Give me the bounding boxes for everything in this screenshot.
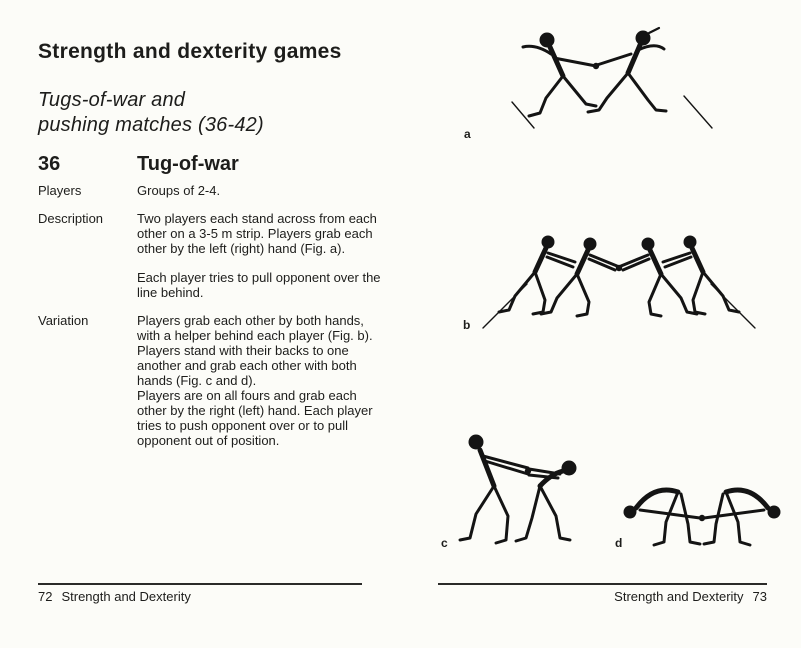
section-subtitle-line1: Tugs-of-war and xyxy=(38,89,186,111)
left-page-footer xyxy=(38,589,191,604)
right-page-number: 73 xyxy=(752,589,767,604)
description-paragraph-2: Each player tries to pull opponent over the line behind. xyxy=(137,270,381,300)
game-number: 36 xyxy=(38,153,61,175)
variation-paragraph-1: Players grab each other by both hands, with a helper behind each player (Fig. b). xyxy=(137,313,373,343)
left-footer-chapter: Strength and Dexterity xyxy=(61,589,191,604)
description-label: Description xyxy=(38,211,104,226)
bent-over-grip-drawing xyxy=(610,468,794,560)
chapter-title: Strength and dexterity games xyxy=(38,40,342,63)
description-paragraph-1: Two players each stand across from each other on a 3-5 m strip. Players grab each other by the left (right) hand (Fig. a). xyxy=(137,211,377,256)
figure-a-label: a xyxy=(464,127,471,141)
variation-label: Variation xyxy=(38,313,89,328)
figure-b-label: b xyxy=(463,318,471,332)
tug-of-war-helpers-drawing xyxy=(443,222,795,337)
game-title: Tug-of-war xyxy=(137,153,239,175)
section-subtitle-line2: pushing matches (36-42) xyxy=(38,114,264,136)
players-label: Players xyxy=(38,183,82,198)
right-page-footer xyxy=(438,589,767,604)
tug-of-war-pair-drawing xyxy=(450,16,790,141)
figure-c-label: c xyxy=(441,536,448,550)
figure-d-label: d xyxy=(615,536,623,550)
back-to-back-pull-drawing xyxy=(436,426,614,556)
right-footer-chapter: Strength and Dexterity xyxy=(614,589,744,604)
figure-c-illustration xyxy=(436,426,614,556)
figure-b-illustration xyxy=(443,222,795,337)
players-value: Groups of 2-4. xyxy=(137,183,221,198)
left-page-footer-rule xyxy=(38,583,362,585)
left-page-number: 72 xyxy=(38,589,53,604)
figure-d-illustration xyxy=(610,468,794,560)
figure-a-illustration xyxy=(450,16,790,141)
section-subtitle xyxy=(38,88,264,138)
variation-paragraph-2: Players stand with their backs to one another and grab each other with both hands (Fig. c and d). xyxy=(137,343,357,388)
right-page-footer-rule xyxy=(438,583,767,585)
variation-paragraph-3: Players are on all fours and grab each other by the right (left) hand. Each player tries to push opponent over or to pull opponent out of position. xyxy=(137,388,373,448)
